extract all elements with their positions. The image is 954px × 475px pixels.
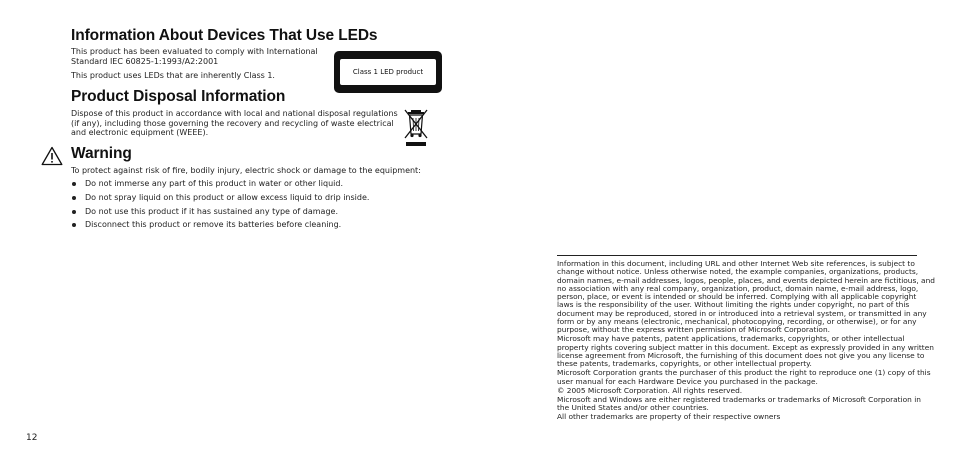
bullet-dot-icon — [72, 182, 76, 186]
disposal-section-heading: Product Disposal Information — [71, 88, 286, 105]
warning-bullet — [71, 220, 369, 230]
warning-bullet-text: Do not use this product if it has sustained any type of damage. — [85, 206, 338, 216]
warning-bullet-text: Disconnect this product or remove its batteries before cleaning. — [85, 220, 342, 230]
led-section-heading: Information About Devices That Use LEDs — [71, 27, 378, 44]
bullet-dot-icon — [72, 223, 76, 227]
legal-paragraph: All other trademarks are property of their respective owners — [557, 412, 781, 422]
legal-paragraph: Microsoft Corporation grants the purchaser of this product the right to reproduce one (1) copy of this user manual for each Hardware Device you purchased in the package. — [557, 368, 931, 386]
legal-paragraph: Microsoft and Windows are either registered trademarks or trademarks of Microsoft Corporation in the United States and/or other countries. — [557, 394, 921, 413]
warning-bullet-text: Do not immerse any part of this product in water or other liquid. — [85, 179, 343, 188]
bullet-dot-icon — [72, 210, 76, 214]
legal-divider — [557, 255, 917, 256]
class-1-led-label-text: Class 1 LED product — [340, 59, 436, 85]
bullet-dot-icon — [72, 196, 76, 200]
led-class-text: This product uses LEDs that are inherently Class 1. — [71, 71, 275, 80]
class-1-led-label — [334, 51, 442, 93]
warning-bullet — [71, 207, 369, 217]
warning-intro-text: To protect against risk of fire, bodily injury, electric shock or damage to the equipment: — [71, 166, 421, 175]
warning-bullet-list — [71, 179, 369, 234]
crossed-out-wheelie-bin-icon — [402, 107, 430, 147]
warning-bullet-text: Do not spray liquid on this product or allow excess liquid to drip inside. — [85, 192, 370, 202]
disposal-text: Dispose of this product in accordance with local and national disposal regulations (if any), including those governing the recovery and recycling of waste electrical and electronic equipment (WEEE). — [71, 109, 398, 138]
warning-bullet — [71, 179, 369, 189]
led-compliance-text: This product has been evaluated to comply with International Standard IEC 60825-1:1993/A2:2001 — [71, 47, 318, 66]
warning-triangle-icon — [41, 146, 63, 166]
warning-heading: Warning — [71, 145, 132, 162]
legal-notice — [557, 260, 935, 422]
legal-paragraph: Microsoft may have patents, patent applications, trademarks, copyrights, or other intellectual property rights covering subject matter in this document. Except as expressly provided in any written license agreement from Microsoft, the furnishing of this document does not give you any license to these patents, trademarks, copyrights, or other intellectual property. — [557, 334, 934, 369]
legal-paragraph: Information in this document, including URL and other Internet Web site references, is subject to change without notice. Unless otherwise noted, the example companies, organizations, products, domain names, e-mail addresses, logos, people, places, and events depicted herein are fictitious, and no association with any real company, organization, product, domain name, e-mail address, logo, person, place, or event is intended or should be inferred. Complying with all applicable copyright laws is the responsibility of the user. Without limiting the rights under copyright, no part of this document may be reproduced, stored in or introduced into a retrieval system, or transmitted in any form or by any means (electronic, mechanical, photocopying, recording, or otherwise), or for any purpose, without the express written permission of Microsoft Corporation. — [557, 259, 935, 335]
legal-paragraph: © 2005 Microsoft Corporation. All rights reserved. — [557, 385, 743, 395]
page-number: 12 — [26, 433, 38, 443]
warning-bullet — [71, 193, 369, 203]
